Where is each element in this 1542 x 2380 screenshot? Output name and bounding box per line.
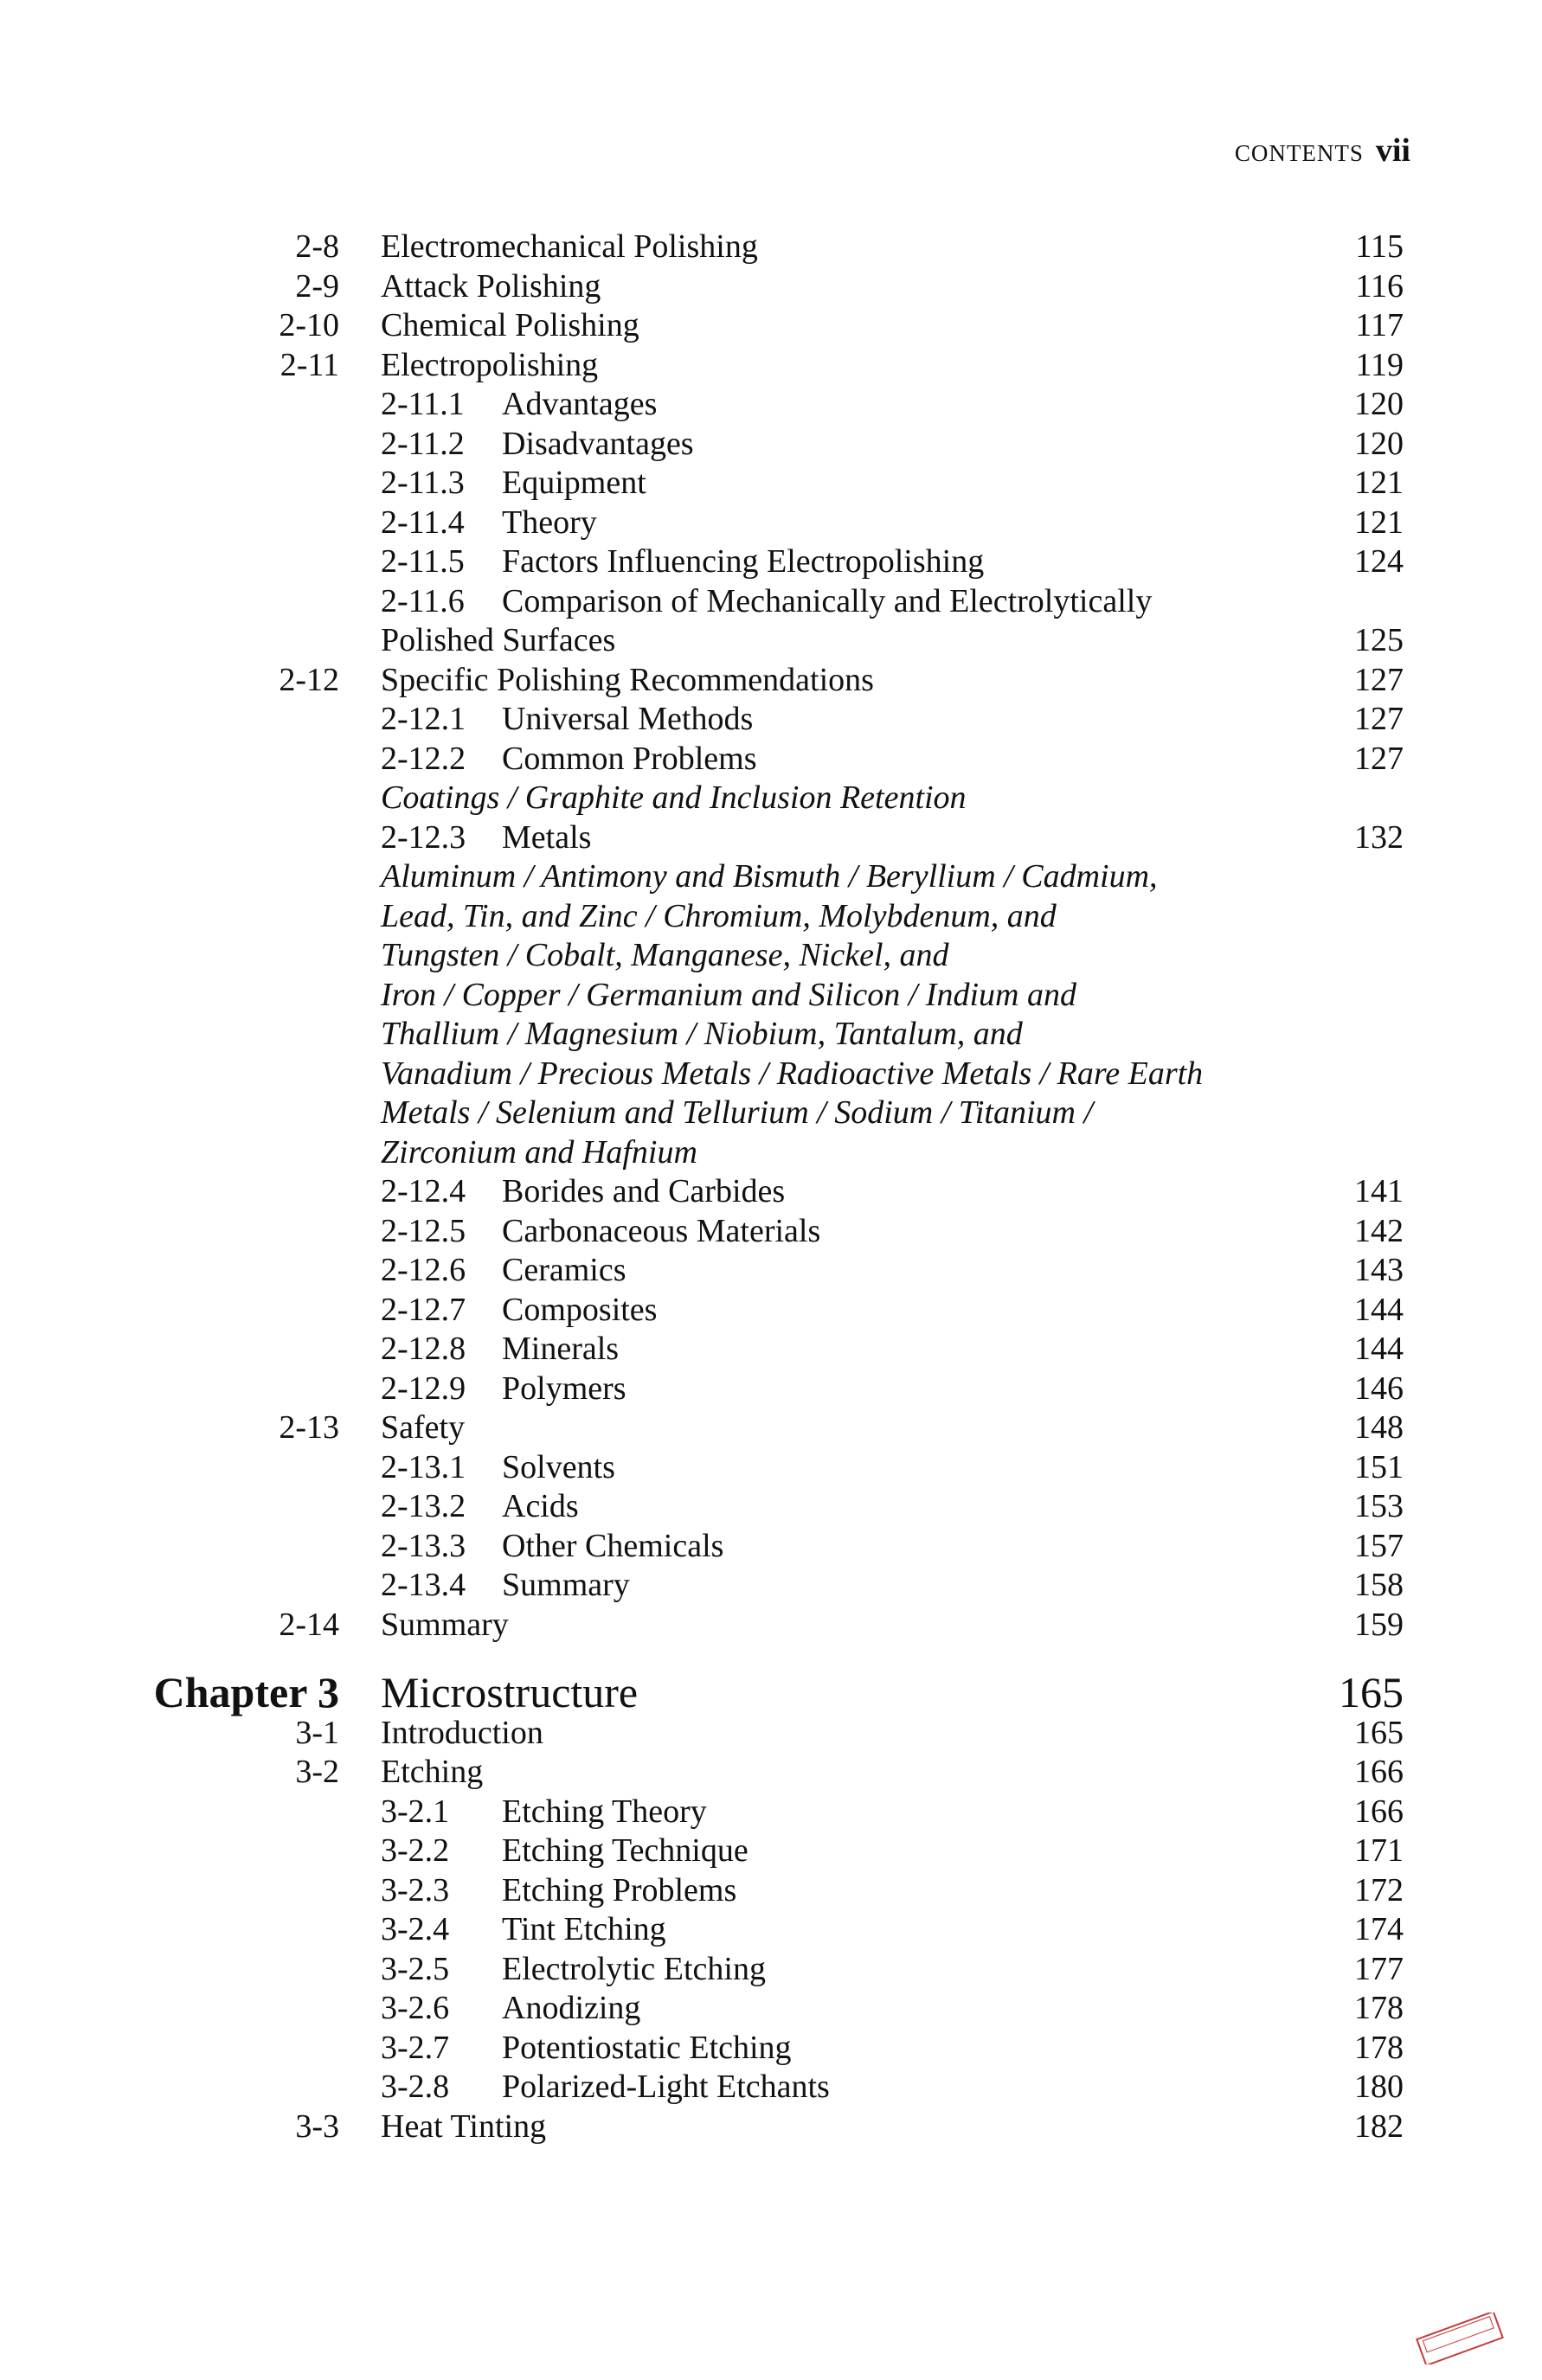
subsection-title: Polymers: [502, 1370, 626, 1407]
section-title: Etching: [381, 1754, 484, 1790]
page-number: 115: [1355, 228, 1404, 265]
subsection-number: 2-11.6: [381, 582, 465, 619]
page-number: 153: [1354, 1488, 1404, 1524]
section-number: 2-8: [295, 228, 339, 265]
toc-entry: [0, 1171, 1542, 1211]
page-number: 144: [1354, 1291, 1404, 1328]
page-number: 165: [1354, 1714, 1404, 1751]
subsection-title: Borides and Carbides: [502, 1173, 786, 1209]
section-title: Heat Tinting: [381, 2107, 547, 2145]
topic-list: Aluminum / Antimony and Bismuth / Beryllium / Cadmium,: [381, 858, 1158, 895]
page-number: 120: [1354, 386, 1404, 422]
subsection-number: 2-12.8: [381, 1331, 466, 1367]
subsection-number: 2-12.9: [381, 1370, 466, 1407]
subsection-number: 2-12.2: [381, 740, 466, 777]
page-number: 143: [1354, 1252, 1404, 1288]
subsection-number: 2-13.2: [381, 1488, 466, 1524]
toc-entry: [0, 856, 1542, 896]
page-number: 119: [1355, 346, 1404, 383]
running-header: [1235, 132, 1410, 170]
toc-entry: [0, 1526, 1542, 1566]
toc-entry: [0, 1250, 1542, 1290]
toc-entry: [0, 1605, 1542, 1645]
topic-list: Zirconium and Hafnium: [381, 1133, 697, 1171]
subsection-number: 2-11.4: [381, 504, 465, 541]
section-number: 2-9: [295, 267, 339, 305]
toc-entry: [0, 1132, 1542, 1172]
topic-list: Tungsten / Cobalt, Manganese, Nickel, and: [381, 937, 949, 973]
subsection-title: Universal Methods: [502, 701, 754, 737]
header-label: CONTENTS: [1234, 140, 1364, 166]
page-number: 127: [1354, 661, 1404, 698]
page-number: 127: [1354, 701, 1404, 737]
section-title: Safety: [381, 1409, 466, 1446]
chapter-title: Microstructure: [381, 1668, 639, 1716]
toc-entry: [0, 896, 1542, 936]
page-number: 178: [1354, 1990, 1404, 2026]
section-title: Introduction: [381, 1714, 543, 1751]
subsection-number: 2-12.6: [381, 1252, 466, 1288]
toc-entry: [0, 1909, 1542, 1949]
subsection-number: 2-12.7: [381, 1291, 466, 1328]
subsection-number: 3-2.2: [381, 1832, 450, 1869]
section-title: Electromechanical Polishing: [381, 228, 758, 265]
subsection-title: Potentiostatic Etching: [502, 2029, 792, 2066]
toc-entry: [0, 975, 1542, 1015]
toc-entry: [0, 1988, 1542, 2028]
toc-entry: [0, 1870, 1542, 1910]
page-number: 144: [1354, 1331, 1404, 1367]
section-title: Chemical Polishing: [381, 307, 639, 343]
page-number: 174: [1354, 1911, 1404, 1947]
section-number: 2-13: [279, 1409, 339, 1446]
subsection-number: 2-12.5: [381, 1212, 466, 1249]
subsection-title: Etching Technique: [502, 1832, 749, 1869]
section-number: 2-12: [279, 661, 339, 698]
subsection-title: Carbonaceous Materials: [502, 1212, 821, 1249]
toc-entry: [0, 1408, 1542, 1447]
subsection-number: 3-2.3: [381, 1871, 450, 1908]
toc-entry: [0, 581, 1542, 621]
section-number: 2-11: [279, 346, 339, 383]
toc-entry: [0, 1447, 1542, 1487]
page-number: 157: [1354, 1527, 1404, 1564]
subsection-number: 2-11.5: [381, 543, 465, 580]
subsection-title: Equipment: [502, 465, 646, 501]
section-number: 3-2: [295, 1754, 339, 1790]
toc-entry: [0, 305, 1542, 345]
title-continuation: Polished Surfaces: [381, 622, 616, 658]
subsection-title: Solvents: [502, 1448, 615, 1485]
subsection-title: Summary: [502, 1567, 630, 1603]
toc-entry: [0, 227, 1542, 266]
toc-entry: [0, 1369, 1542, 1408]
watermark-stamp: [1412, 2313, 1507, 2364]
subsection-title: Anodizing: [502, 1990, 641, 2026]
toc-entry: [0, 778, 1542, 818]
toc-entry: [0, 542, 1542, 581]
page-number: 178: [1354, 2029, 1404, 2066]
subsection-number: 3-2.7: [381, 2029, 450, 2066]
toc-entry: [0, 2028, 1542, 2068]
section-number: 2-10: [279, 307, 339, 343]
page-number: 158: [1354, 1567, 1404, 1603]
section-title: Attack Polishing: [381, 267, 601, 305]
toc-entry: [0, 660, 1542, 700]
subsection-title: Minerals: [502, 1331, 620, 1367]
topic-list: Vanadium / Precious Metals / Radioactive Metals / Rare Earth: [381, 1055, 1204, 1092]
page-number: 116: [1355, 267, 1404, 305]
page-number: 177: [1354, 1950, 1404, 1987]
subsection-title: Theory: [502, 504, 597, 541]
subsection-title: Factors Influencing Electropolishing: [502, 543, 985, 580]
subsection-number: 3-2.4: [381, 1911, 450, 1947]
subsection-number: 2-13.3: [381, 1527, 466, 1564]
page-number: 142: [1354, 1212, 1404, 1249]
toc-entry: [0, 2067, 1542, 2107]
toc-entry: [0, 1792, 1542, 1832]
toc-entry: [0, 345, 1542, 385]
subsection-title: Acids: [502, 1488, 579, 1524]
subsection-title: Etching Problems: [502, 1871, 737, 1908]
toc-entry: [0, 1014, 1542, 1054]
subsection-number: 3-2.5: [381, 1950, 450, 1987]
page-number: 132: [1354, 818, 1404, 856]
toc-entry: [0, 1486, 1542, 1526]
page-number: 121: [1354, 504, 1404, 541]
toc-entry: [0, 1054, 1542, 1094]
toc-entry: [0, 1329, 1542, 1369]
toc-entry: [0, 1093, 1542, 1132]
section-number: 3-3: [295, 2107, 339, 2145]
toc-entry: [0, 620, 1542, 660]
subsection-number: 2-11.3: [381, 465, 465, 501]
header-page-number: vii: [1375, 132, 1410, 169]
subsection-title: Ceramics: [502, 1252, 626, 1288]
toc-entry: [0, 1211, 1542, 1251]
topic-list: Metals / Selenium and Tellurium / Sodium / Titanium /: [381, 1094, 1094, 1131]
toc-entry: [0, 2107, 1542, 2146]
page-number: 146: [1354, 1370, 1404, 1407]
subsection-number: 2-12.4: [381, 1173, 466, 1209]
toc-entry: [0, 1713, 1542, 1753]
section-title: Electropolishing: [381, 346, 599, 383]
subsection-number: 3-2.8: [381, 2069, 450, 2105]
subsection-number: 2-13.1: [381, 1448, 466, 1485]
subsection-title: Electrolytic Etching: [502, 1950, 766, 1987]
page-number: 166: [1354, 1793, 1404, 1830]
subsection-number: 3-2.6: [381, 1990, 450, 2026]
toc-entry: [0, 1831, 1542, 1870]
page-number: 141: [1354, 1173, 1404, 1209]
topic-list: Thallium / Magnesium / Niobium, Tantalum, and: [381, 1016, 1023, 1052]
page-number: 127: [1354, 740, 1404, 777]
page-number: 182: [1354, 2107, 1404, 2145]
subsection-title: Composites: [502, 1291, 658, 1328]
page-number: 120: [1354, 425, 1404, 462]
page-number: 125: [1354, 622, 1404, 658]
toc-entry: [0, 1290, 1542, 1330]
subsection-number: 2-12.1: [381, 701, 466, 737]
page-number: 117: [1355, 307, 1404, 343]
subsection-number: 2-12.3: [381, 818, 466, 856]
toc-entry: [0, 818, 1542, 857]
subsection-title: Metals: [502, 818, 592, 856]
subsection-title: Common Problems: [502, 740, 757, 777]
toc-entry: [0, 699, 1542, 739]
page-number: 121: [1354, 465, 1404, 501]
subsection-number: 2-13.4: [381, 1567, 466, 1603]
page-number: 124: [1354, 543, 1404, 580]
page-number: 166: [1354, 1754, 1404, 1790]
chapter-number: Chapter 3: [153, 1668, 339, 1716]
subsection-number: 2-11.1: [381, 386, 465, 422]
toc-entry: [0, 1949, 1542, 1989]
subsection-title: Tint Etching: [502, 1911, 666, 1947]
topic-list: Iron / Copper / Germanium and Silicon / Indium and: [381, 976, 1076, 1013]
subsection-title: Etching Theory: [502, 1793, 707, 1830]
subsection-number: 3-2.1: [381, 1793, 450, 1830]
section-number: 2-14: [279, 1606, 339, 1643]
page-number: 171: [1354, 1832, 1404, 1869]
toc-entry: [0, 1565, 1542, 1605]
toc-entry: [0, 424, 1542, 464]
toc-entry: [0, 1666, 1542, 1718]
toc-entry: [0, 384, 1542, 424]
topic-list: Coatings / Graphite and Inclusion Retention: [381, 779, 967, 816]
page-number: 159: [1354, 1606, 1404, 1643]
toc-entry: [0, 463, 1542, 503]
subsection-number: 2-11.2: [381, 425, 465, 462]
section-title: Specific Polishing Recommendations: [381, 661, 874, 698]
page-number: 172: [1354, 1871, 1404, 1908]
page-number: 148: [1354, 1409, 1404, 1446]
section-number: 3-1: [295, 1714, 339, 1751]
subsection-title: Disadvantages: [502, 425, 694, 462]
section-title: Summary: [381, 1606, 509, 1643]
toc-entry: [0, 1752, 1542, 1792]
subsection-title: Polarized-Light Etchants: [502, 2069, 830, 2105]
toc-entry: [0, 503, 1542, 542]
page-number: 180: [1354, 2069, 1404, 2105]
page-number: 165: [1339, 1668, 1404, 1716]
toc-entry: [0, 266, 1542, 306]
subsection-title: Advantages: [502, 386, 658, 422]
toc-entry: [0, 935, 1542, 975]
toc-entry: [0, 739, 1542, 779]
subsection-title: Comparison of Mechanically and Electrolytically: [502, 582, 1153, 619]
page-number: 151: [1354, 1448, 1404, 1485]
topic-list: Lead, Tin, and Zinc / Chromium, Molybdenum, and: [381, 897, 1057, 934]
subsection-title: Other Chemicals: [502, 1527, 724, 1564]
